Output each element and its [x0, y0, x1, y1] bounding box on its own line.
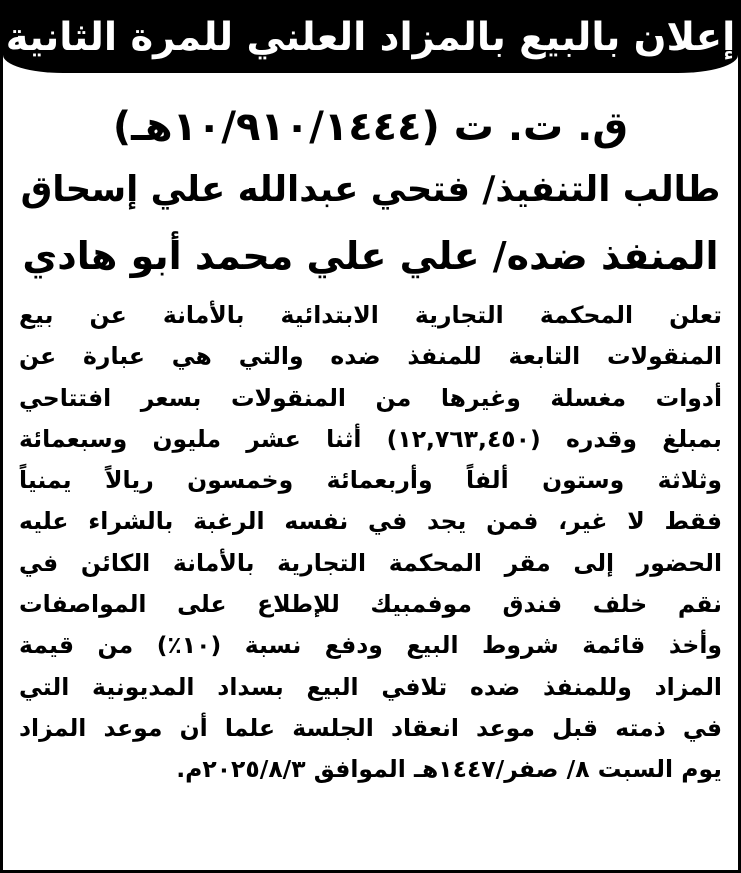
announcement-body: [19, 295, 722, 791]
header-bar: [3, 3, 738, 73]
body-line: بمبلغ وقدره (١٢,٧٦٣,٤٥٠) أثنا عشر مليون وسبعمائة: [19, 424, 722, 453]
announcement-title: إعلان بالبيع بالمزاد العلني للمرة الثانية: [5, 15, 736, 60]
body-line: في ذمته قبل موعد انعقاد الجلسة علما أن موعد المزاد: [19, 713, 722, 742]
body-line: نقم خلف فندق موفمبيك للإطلاع على المواصفات: [19, 590, 722, 619]
applicant-name: طالب التنفيذ/ فتحي عبدالله علي إسحاق: [20, 169, 721, 210]
body-line: وثلاثة وستون ألفاً وأربعمائة وخمسون ريالاً يمنياً: [19, 466, 722, 495]
body-line: المزاد وللمنفذ ضده تلافي البيع بسداد المديونية التي: [19, 672, 722, 701]
body-line: فقط لا غير، فمن يجد في نفسه الرغبة بالشراء عليه: [19, 507, 722, 536]
body-line: الحضور إلى مقر المحكمة التجارية بالأمانة الكائن في: [19, 548, 722, 577]
defendant-name: المنفذ ضده/ علي علي محمد أبو هادي: [22, 234, 719, 278]
case-number: ق. ت. ت (١٠/٩١٠/١٤٤٤هـ): [112, 104, 629, 150]
body-line: وأخذ قائمة شروط البيع ودفع نسبة (١٠٪) من قيمة: [19, 631, 722, 660]
body-line: أدوات مغسلة وغيرها من المنقولات بسعر افتتاحي: [19, 383, 722, 412]
body-line: تعلن المحكمة التجارية الابتدائية بالأمانة عن بيع: [19, 301, 722, 329]
body-line: يوم السبت ٨/ صفر/١٤٤٧هـ الموافق ٢٠٢٥/٨/٣م.: [176, 755, 722, 784]
body-line: المنقولات التابعة للمنفذ ضده والتي هي عبارة عن: [19, 342, 722, 371]
